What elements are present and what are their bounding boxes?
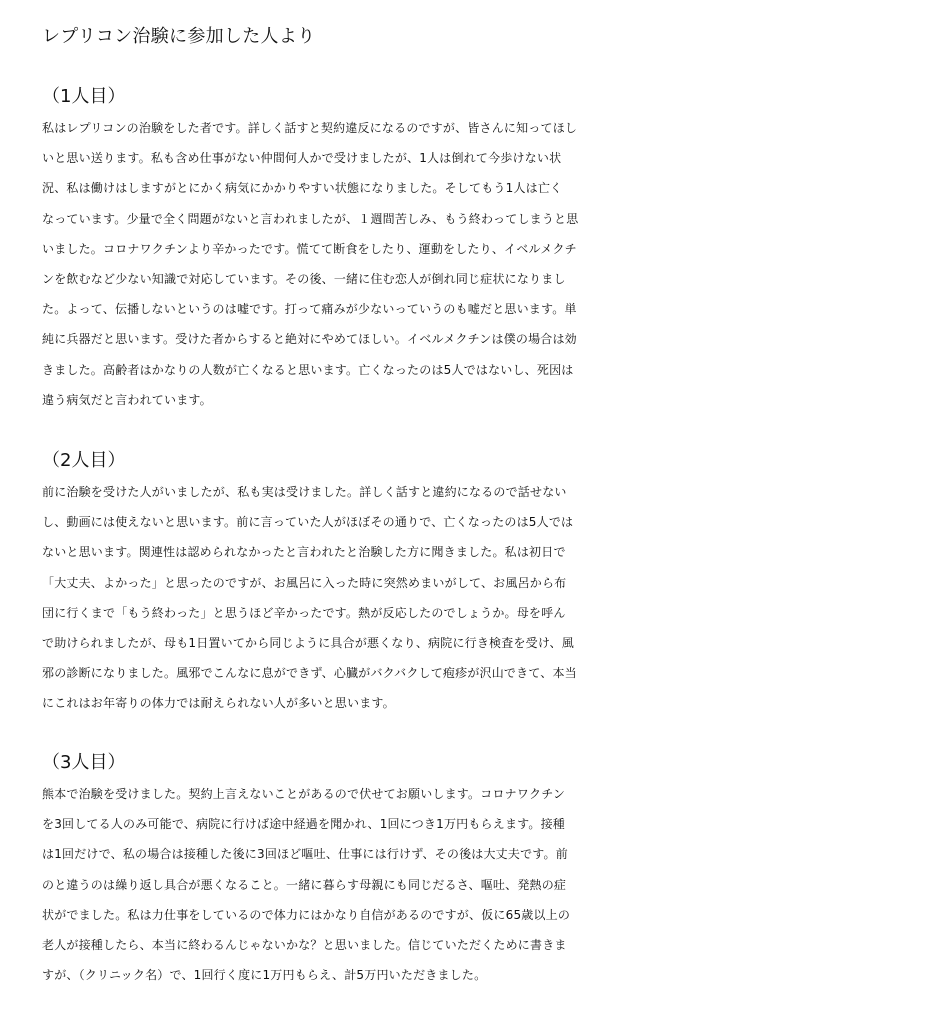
paragraph-line: 私はレプリコンの治験をした者です。詳しく話すと契約違反になるのですが、皆さんに知ってほし (42, 121, 578, 135)
paragraph-line: ないと思います。関連性は認められなかったと言われたと治験した方に聞きました。私は初日で (42, 545, 566, 560)
paragraph-line: のと違うのは繰り返し具合が悪くなること。一緒に暮らす母親にも同じだるさ、嘔吐、発熱の症 (42, 877, 567, 892)
paragraph-line: すが、（クリニック名）で、1回行く度に1万円もらえ、計5万円いただきました。 (42, 968, 487, 983)
paragraph-line: 老人が接種したら、本当に終わるんじゃないかな？と思いました。信じていただくために書きま (42, 937, 567, 952)
section-heading-3: （3人目） (42, 752, 126, 773)
paragraph-line: いました。コロナワクチンより辛かったです。慌てて断食をしたり、運動をしたり、イベルメクチ (42, 241, 577, 256)
section-body-1 (42, 113, 902, 415)
paragraph-line: 団に行くまで「もう終わった」と思うほど辛かったです。熱が反応したのでしょうか。母を呼ん (42, 605, 566, 620)
paragraph-line: きました。高齢者はかなりの人数が亡くなると思います。亡くなったのは5人ではないし、死因は (42, 362, 574, 377)
paragraph-line: にこれはお年寄りの体力では耐えられない人が多いと思います。 (42, 696, 395, 711)
section-heading-1: （1人目） (42, 86, 126, 107)
section-heading-2: （2人目） (42, 450, 126, 471)
paragraph-line: ンを飲むなど少ない知識で対応しています。その後、一緒に住む恋人が倒れ同じ症状になりまし (42, 271, 566, 286)
section-body-2 (42, 477, 902, 719)
paragraph-line: 況、私は働けはしますがとにかく病気にかかりやすい状態になりました。そしてもう1人は亡く (42, 181, 563, 196)
paragraph-line: いと思い送ります。私も含め仕事がない仲間何人かで受けましたが、1人は倒れて今歩けない状 (42, 151, 562, 166)
paragraph-line: 状がでました。私は力仕事をしているので体力にはかなり自信があるのですが、仮に65歳以上の (42, 907, 571, 922)
paragraph-line: 純に兵器だと思います。受けた者からすると絶対にやめてほしい。イベルメクチンは僕の場合は効 (42, 332, 577, 347)
paragraph-line: た。よって、伝播しないというのは嘘です。打って痛みが少ないっていうのも嘘だと思います。単 (42, 302, 577, 317)
paragraph-line: 前に治験を受けた人がいましたが、私も実は受けました。詳しく話すと違約になるので話せない (42, 485, 567, 499)
paragraph-line: 「大丈夫、よかった」と思ったのですが、お風呂に入った時に突然めまいがして、お風呂から布 (42, 575, 567, 590)
paragraph-line: で助けられましたが、母も1日置いてから同じように具合が悪くなり、病院に行き検査を受け、風 (42, 635, 574, 650)
paragraph-line: を3回してる人のみ可能で、病院に行けば途中経過を聞かれ、1回につき1万円もらえます。接種 (42, 817, 565, 832)
paragraph-line: 違う病気だと言われています。 (42, 392, 212, 407)
paragraph-line: 邪の診断になりました。風邪でこんなに息ができず、心臓がバクバクして疱疹が沢山できて、本当 (42, 666, 577, 681)
paragraph-line: は1回だけで、私の場合は接種した後に3回ほど嘔吐、仕事には行けず、その後は大丈夫です。前 (42, 847, 568, 862)
paragraph-line: 熊本で治験を受けました。契約上言えないことがあるので伏せてお願いします。コロナワクチン (42, 787, 566, 801)
paragraph-line: なっています。少量で全く問題がないと言われましたが、１週間苦しみ、もう終わってしまうと思 (42, 211, 579, 226)
paragraph-line: し、動画には使えないと思います。前に言っていた人がほぼその通りで、亡くなったのは5人では (42, 515, 574, 530)
section-body-3 (42, 779, 902, 990)
document-title: レプリコン治験に参加した人より (42, 26, 316, 47)
